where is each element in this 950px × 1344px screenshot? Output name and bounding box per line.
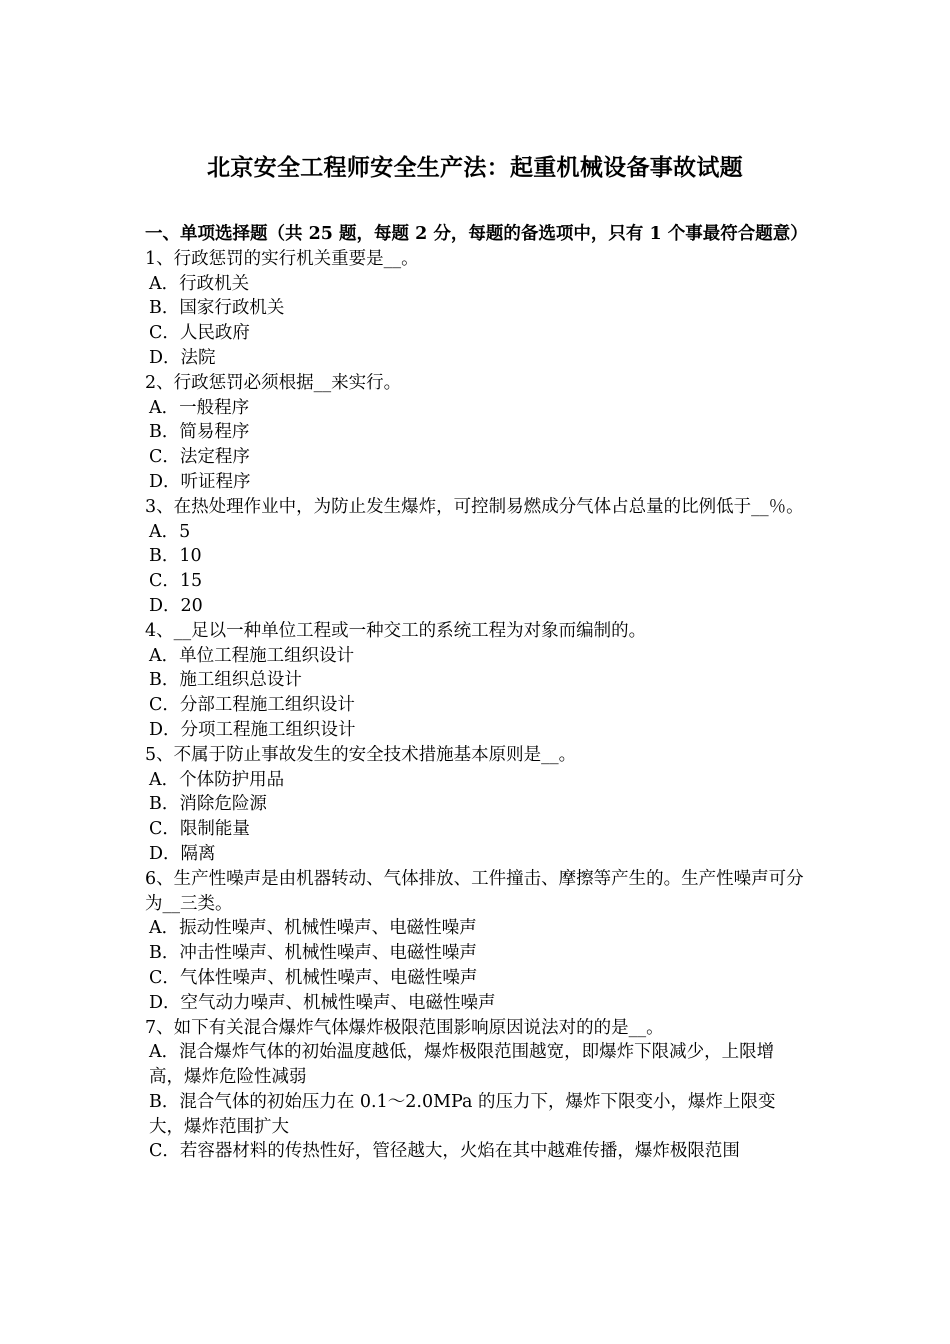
question-5 [145, 743, 807, 867]
option-a: A．单位工程施工组织设计 [149, 645, 355, 666]
option-c: C．气体性噪声、机械性噪声、电磁性噪声 [149, 967, 478, 988]
question-3 [145, 495, 807, 619]
option-b: B．国家行政机关 [149, 298, 285, 319]
option-a: A．行政机关 [149, 273, 250, 294]
option-a: A．振动性噪声、机械性噪声、电磁性噪声 [149, 918, 477, 939]
option-d: D．分项工程施工组织设计 [149, 719, 356, 740]
option-b: B．10 [149, 546, 202, 567]
option-d: D．20 [149, 595, 203, 616]
question-text: 4、__足以一种单位工程或一种交工的系统工程为对象而编制的。 [145, 620, 647, 641]
question-2 [145, 371, 807, 495]
option-a: A．一般程序 [149, 397, 250, 418]
option-b: B．消除危险源 [149, 794, 267, 815]
question-text: 5、不属于防止事故发生的安全技术措施基本原则是__。 [145, 744, 577, 765]
option-d: D．隔离 [149, 843, 216, 864]
question-6 [145, 867, 807, 1016]
question-text: 2、行政惩罚必须根据__来实行。 [145, 372, 402, 393]
question-4 [145, 619, 807, 743]
option-c: C．15 [149, 571, 203, 592]
option-c: C．人民政府 [149, 323, 250, 344]
question-text: 1、行政惩罚的实行机关重要是__。 [145, 248, 419, 269]
option-a: A．个体防护用品 [149, 769, 285, 790]
option-d: D．空气动力噪声、机械性噪声、电磁性噪声 [149, 992, 496, 1013]
question-7 [145, 1016, 807, 1165]
option-c: C．法定程序 [149, 447, 250, 468]
option-b: B．冲击性噪声、机械性噪声、电磁性噪声 [149, 943, 477, 964]
section-heading: 一、单项选择题（共 25 题，每题 2 分，每题的备选项中，只有 1 个事最符合题意） [145, 224, 808, 244]
question-text: 7、如下有关混合爆炸气体爆炸极限范围影响原因说法对的的是__。 [145, 1017, 664, 1038]
question-1 [145, 247, 807, 371]
option-b: B．施工组织总设计 [149, 670, 302, 691]
option-b: B．简易程序 [149, 422, 250, 443]
option-b: B．混合气体的初始压力在 0.1～2.0MPa 的压力下，爆炸下限变小，爆炸上限变大，爆炸范围扩大 [149, 1091, 776, 1137]
question-text: 6、生产性噪声是由机器转动、气体排放、工件撞击、摩擦等产生的。生产性噪声可分为__三类。 [145, 868, 804, 914]
option-a: A．混合爆炸气体的初始温度越低，爆炸极限范围越宽，即爆炸下限减少，上限增高，爆炸危险性减弱 [149, 1042, 775, 1088]
option-d: D．法院 [149, 347, 216, 368]
document-body [145, 222, 807, 1164]
document-title: 北京安全工程师安全生产法：起重机械设备事故试题 [207, 154, 743, 181]
option-a: A．5 [149, 521, 191, 542]
option-c: C．分部工程施工组织设计 [149, 695, 355, 716]
option-d: D．听证程序 [149, 471, 251, 492]
option-c: C．限制能量 [149, 819, 250, 840]
option-c: C．若容器材料的传热性好，管径越大，火焰在其中越难传播，爆炸极限范围 [149, 1141, 740, 1162]
question-text: 3、在热处理作业中，为防止发生爆炸，可控制易燃成分气体占总量的比例低于__％。 [145, 496, 804, 517]
